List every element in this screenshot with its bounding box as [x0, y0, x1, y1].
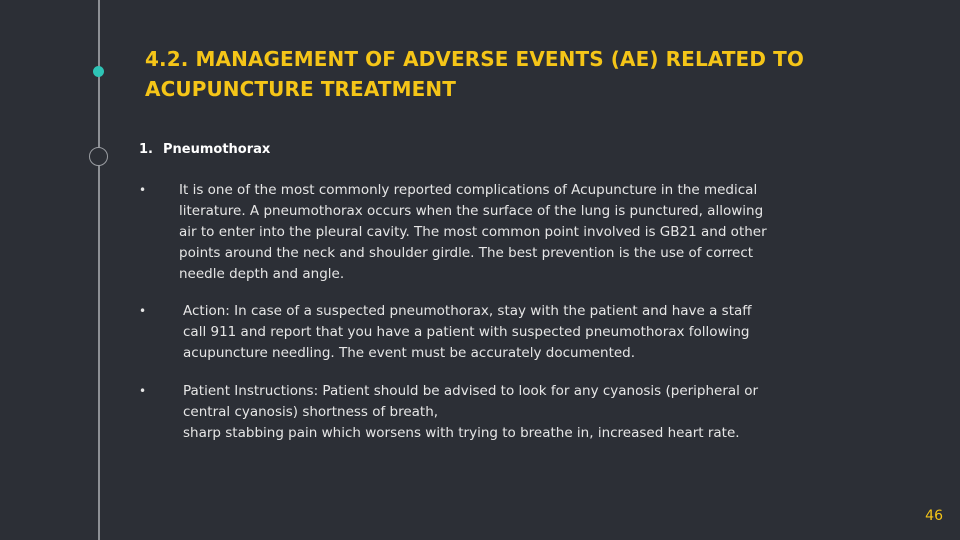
page-number: 46: [925, 508, 943, 524]
slide-title-line-2: ACUPUNCTURE TREATMENT: [145, 77, 456, 101]
bullet-line: air to enter into the pleural cavity. The most common point involved is GB21 and other: [179, 224, 767, 240]
bullet-dot: •: [139, 183, 147, 197]
bullet-text: [183, 301, 752, 364]
section-heading: [139, 142, 270, 157]
slide-title-line-1: 4.2. MANAGEMENT OF ADVERSE EVENTS (AE) RELATED TO: [145, 47, 804, 71]
timeline-ring-marker: [89, 147, 108, 166]
bullet-line: acupuncture needling. The event must be accurately documented.: [183, 345, 636, 361]
bullet-line: needle depth and angle.: [179, 266, 345, 282]
bullet-dot: •: [139, 304, 147, 318]
bullet-line: sharp stabbing pain which worsens with trying to breathe in, increased heart rate.: [183, 425, 740, 441]
bullet-line: central cyanosis) shortness of breath,: [183, 404, 439, 420]
bullet-line: Action: In case of a suspected pneumothorax, stay with the patient and have a staff: [183, 303, 752, 319]
bullet-line: It is one of the most commonly reported complications of Acupuncture in the medical: [179, 182, 758, 198]
bullet-line: points around the neck and shoulder girdle. The best prevention is the use of correct: [179, 245, 754, 261]
timeline-line: [98, 0, 100, 540]
timeline-accent-dot: [93, 66, 104, 77]
section-number: 1.: [139, 142, 153, 157]
bullet-line: Patient Instructions: Patient should be advised to look for any cyanosis (peripheral or: [183, 383, 759, 399]
section-label: Pneumothorax: [163, 142, 271, 157]
bullet-line: call 911 and report that you have a patient with suspected pneumothorax following: [183, 324, 750, 340]
bullet-line: literature. A pneumothorax occurs when the surface of the lung is punctured, allowing: [179, 203, 764, 219]
bullet-dot: •: [139, 384, 147, 398]
slide-title: [145, 44, 865, 104]
bullet-text: [179, 180, 767, 285]
bullet-text: [183, 381, 758, 444]
